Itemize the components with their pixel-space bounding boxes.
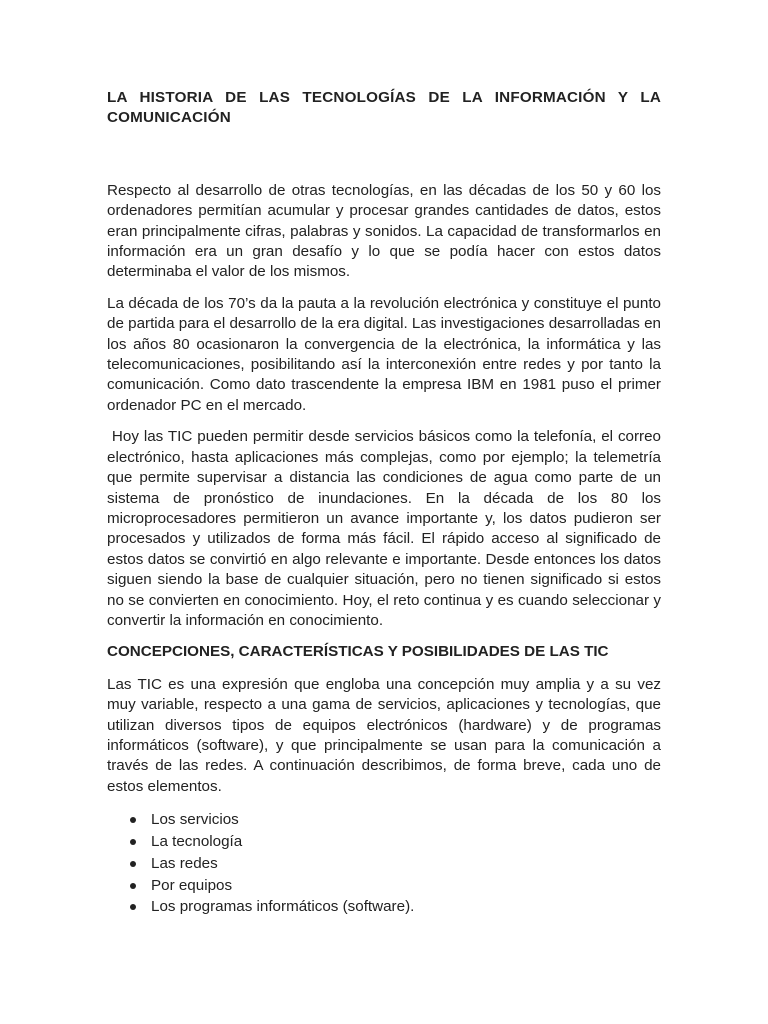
list-item (130, 831, 661, 853)
list-item (130, 809, 661, 831)
list-item-label: Las redes (151, 854, 218, 872)
bullet-icon (130, 839, 136, 845)
bullet-icon (130, 817, 136, 823)
list-item (130, 853, 661, 875)
paragraph-decada-70: La década de los 70’s da la pauta a la revolución electrónica y constituye el punto de partida para el desarrollo de la era digital. Las investigaciones desarrolladas en los años 80 ocasionaron la convergencia de la electrónica, la informática y las telecomunicaciones, posibilitando así la interconexión entre redes y por tanto la comunicación. Como dato trascendente la empresa IBM en 1981 puso el primer ordenador PC en el mercado. (107, 294, 661, 414)
list-item-label: La tecnología (151, 832, 243, 850)
paragraph-las-tic: Las TIC es una expresión que engloba una concepción muy amplia y a su vez muy variable, respecto a una gama de servicios, aplicaciones y tecnologías, que utilizan diversos tipos de equipos electrónicos (hardware) y de programas informáticos (software), y que principalmente se usan para la comunicación a través de las redes. A continuación describimos, de forma breve, cada uno de estos elementos. (107, 675, 661, 795)
bullet-icon (130, 904, 136, 910)
list-item-label: Los servicios (151, 811, 239, 829)
list-item-label: Por equipos (151, 876, 233, 894)
bullet-icon (130, 861, 136, 867)
bullet-icon (130, 883, 136, 889)
history-section (107, 181, 666, 632)
elements-bullet-list (107, 809, 661, 918)
list-item (130, 896, 661, 918)
paragraph-ordenadores: Respecto al desarrollo de otras tecnologías, en las décadas de los 50 y 60 los ordenadores permitían acumular y procesar grandes cantidades de datos, estos eran principalmente cifras, palabras y sonidos. La capacidad de transformarlos en información era un gran desafío y lo que se podía hacer con estos datos determinaba el valor de los mismos. (107, 181, 661, 281)
list-item-label: Los programas informáticos (software). (151, 898, 415, 916)
list-item (130, 875, 661, 897)
section-heading-concepciones: CONCEPCIONES, CARACTERÍSTICAS Y POSIBILIDADES DE LAS TIC (107, 643, 609, 661)
paragraph-hoy-las-tic: Hoy las TIC pueden permitir desde servicios básicos como la telefonía, el correo electrónico, hasta aplicaciones más complejas, como por ejemplo; la telemetría que permite supervisar a distancia las condiciones de agua como parte de un sistema de pronóstico de inundaciones. En la década de los 80 los microprocesadores permitieron un avance importante y, los datos pudieron ser procesados y utilizados de forma más fácil. El rápido acceso al significado de estos datos se convirtió en algo relevante e importante. Desde entonces los datos siguen siendo la base de cualquier situación, pero no tienen significado si estos no se convierten en conocimiento. Hoy, el reto continua y es cuando seleccionar y convertir la información en conocimiento. (107, 428, 666, 629)
document-title: LA HISTORIA DE LAS TECNOLOGÍAS DE LA INFORMACIÓN Y LA COMUNICACIÓN (107, 89, 661, 127)
